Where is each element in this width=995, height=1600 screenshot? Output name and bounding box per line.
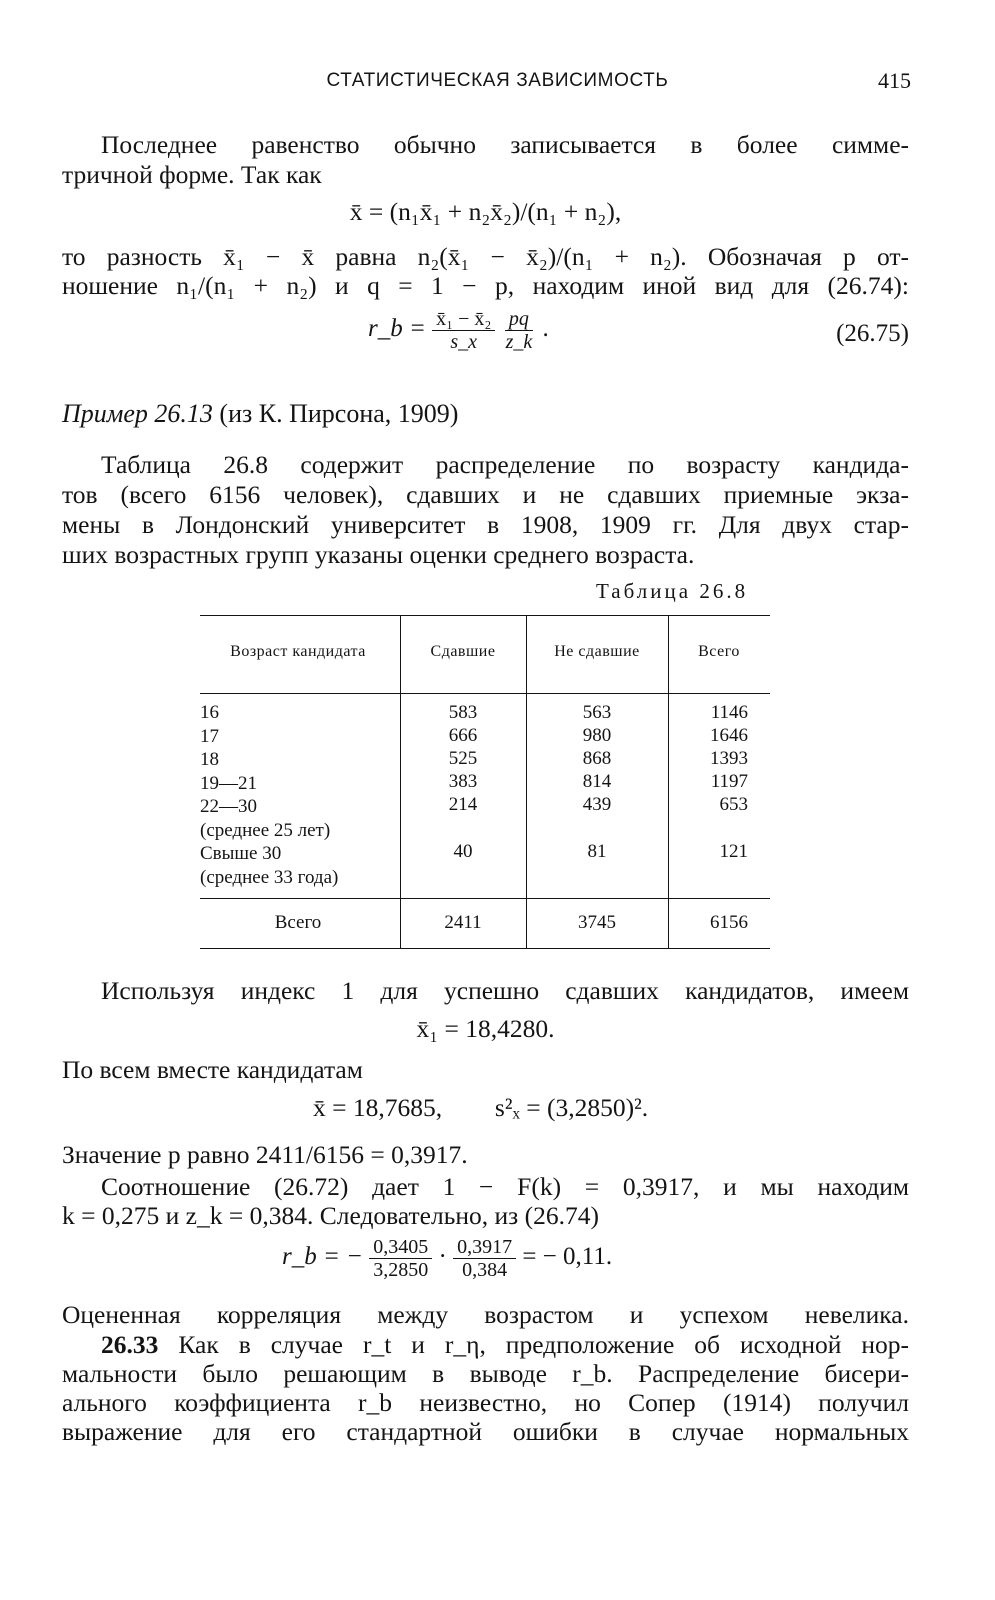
text-line: мены в Лондонский университет в 1908, 1909 гг. Для двух стар- [62, 510, 909, 539]
text-line: то разность x̄₁ − x̄ равна n₂(x̄₁ − x̄₂)/(n₁ + n₂). Обозначая p от- [62, 242, 909, 271]
text-line: Оцененная корреляция между возрастом и успехом невелика. [62, 1300, 909, 1329]
example-source: (из К. Пирсона, 1909) [219, 399, 459, 428]
page-header-title: СТАТИСТИЧЕСКАЯ ЗАВИСИМОСТЬ [326, 70, 669, 91]
text-line: По всем вместе кандидатам [62, 1055, 363, 1084]
table-cell: 214 [448, 794, 478, 815]
table-header-total: Всего [698, 643, 740, 660]
example-label: Пример 26.13 [62, 399, 213, 428]
table-cell: 439 [582, 794, 612, 815]
table-cell: 583 [448, 702, 478, 723]
eq-rhs: = − 0,11. [522, 1243, 613, 1271]
row-label: (среднее 25 лет) [200, 819, 331, 841]
text-line: ношение n₁/(n₁ + n₂) и q = 1 − p, находим иной вид для (26.74): [62, 271, 909, 300]
equation-number: (26.75) [836, 320, 909, 347]
table-cell: 1197 [710, 771, 748, 792]
table-header-age: Возраст кандидата [230, 643, 366, 660]
fraction [369, 1236, 432, 1281]
table-cell: 525 [448, 748, 478, 769]
data-table [200, 615, 770, 951]
text-line: ального коэффициента r_b неизвестно, но Сопер (1914) получил [62, 1388, 909, 1417]
row-label: Свыше 30 [200, 843, 282, 864]
text-fragment: Как в случае r_t и r_η, предположение об исходной нор- [178, 1330, 909, 1359]
equation: x̄ = (n₁x̄₁ + n₂x̄₂)/(n₁ + n₂), [349, 197, 622, 226]
example-heading [62, 399, 458, 429]
text-line: Используя индекс 1 для успешно сдавших кандидатов, имеем [101, 976, 909, 1005]
totals-total: 6156 [710, 912, 748, 933]
text-line: Значение p равно 2411/6156 = 0,3917. [62, 1140, 468, 1169]
table-caption: Таблица 26.8 [596, 579, 749, 603]
text-line: Последнее равенство обычно записывается в более симме- [101, 130, 909, 159]
table-cell: 563 [582, 702, 612, 723]
table-cell: 1146 [710, 702, 748, 723]
text-line: тов (всего 6156 человек), сдавших и не сдавших приемные экза- [62, 480, 909, 509]
text-line: тричной форме. Так как [62, 160, 322, 189]
table-top-rule [200, 615, 770, 616]
row-label: 19—21 [200, 772, 257, 794]
fraction-denominator: 0,384 [462, 1259, 508, 1281]
page-number: 415 [878, 68, 911, 93]
failed-column [526, 701, 668, 863]
text-line: выражение для его стандартной ошибки в случае нормальных [62, 1417, 909, 1446]
table-cell: 980 [582, 725, 612, 746]
text-line: мальности было решающим в выводе r_b. Распределение бисери- [62, 1359, 909, 1388]
eq-part: x̄ = 18,7685, [313, 1093, 443, 1122]
fraction-numerator: pq [505, 308, 533, 331]
eq-dot: · [438, 1243, 447, 1271]
eq-part: s²ₓ = (3,2850)². [494, 1093, 649, 1122]
row-label: (среднее 33 года) [200, 866, 339, 888]
total-column [668, 701, 748, 863]
eq-lhs: r_b = [368, 315, 426, 343]
equation: x̄₁ = 18,4280. [416, 1014, 555, 1043]
fraction-denominator: z_k [505, 331, 533, 353]
table-total-rule [200, 898, 770, 899]
fraction [453, 1236, 516, 1281]
table-header-failed: Не сдавшие [554, 643, 640, 660]
text-line [101, 1330, 909, 1360]
equation-26-75 [368, 308, 549, 353]
row-label: 22—30 [200, 796, 257, 817]
table-cell: 814 [582, 771, 612, 792]
equation-rb-value [282, 1236, 612, 1281]
eq-lhs: r_b = − [282, 1243, 363, 1271]
table-bottom-rule [200, 948, 770, 949]
totals-failed: 3745 [578, 912, 616, 933]
table-cell: 1393 [710, 748, 748, 769]
text-line: Соотношение (26.72) дает 1 − F(k) = 0,3917, и мы находим [101, 1172, 909, 1201]
table-cell: 40 [453, 841, 473, 862]
equation [313, 1093, 713, 1123]
text-line: k = 0,275 и z_k = 0,384. Следовательно, из (26.74) [62, 1201, 599, 1230]
totals-label: Всего [274, 912, 322, 933]
totals-passed: 2411 [444, 912, 482, 933]
table-cell: 868 [582, 748, 612, 769]
table-cell: 383 [448, 771, 478, 792]
table-cell: 666 [448, 725, 478, 746]
table-cell: 121 [719, 841, 748, 862]
row-label: 18 [200, 749, 219, 770]
table-cell: 81 [587, 841, 607, 862]
fraction-denominator: s_x [450, 331, 478, 353]
fraction [502, 308, 537, 353]
fraction [432, 308, 495, 353]
text-line: Таблица 26.8 содержит распределение по возрасту кандида- [101, 450, 909, 479]
row-label: 17 [200, 725, 219, 747]
fraction-numerator: 0,3405 [369, 1236, 432, 1259]
eq-tail: . [542, 315, 549, 343]
table-cell: 1646 [710, 725, 748, 746]
row-label: 16 [200, 702, 219, 723]
text-line: ших возрастных групп указаны оценки среднего возраста. [62, 540, 695, 569]
section-number: 26.33 [101, 1330, 159, 1359]
fraction-numerator: x̄₁ − x̄₂ [432, 308, 495, 331]
table-row-labels [200, 701, 338, 889]
table-header-rule [200, 693, 770, 694]
table-header-passed: Сдавшие [430, 643, 496, 660]
table-cell: 653 [719, 794, 748, 815]
fraction-numerator: 0,3917 [453, 1236, 516, 1259]
fraction-denominator: 3,2850 [373, 1259, 429, 1281]
passed-column [400, 701, 526, 863]
